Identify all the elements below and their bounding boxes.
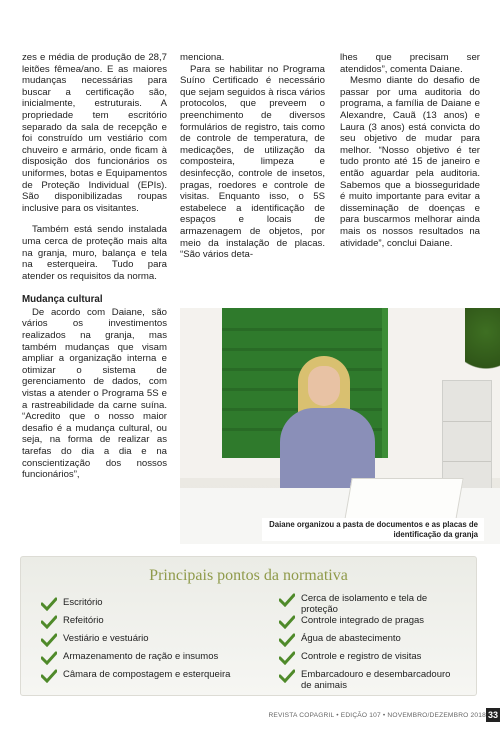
paragraph: Também está sendo instalada uma cerca de proteção mais alta na granja, muro, balança e tela na esterqueira. Tudo para atender os requisitos da norma.	[22, 224, 167, 282]
article-column-3	[340, 52, 480, 249]
check-icon	[279, 615, 295, 629]
check-icon	[41, 597, 57, 611]
photo-caption: Daiane organizou a pasta de documentos e as placas de identificação da granja	[262, 518, 484, 541]
section-heading: Mudança cultural	[22, 294, 103, 306]
check-icon	[41, 615, 57, 629]
article-column-1	[22, 52, 167, 481]
paragraph: Mesmo diante do desafio de passar por uma auditoria do programa, a família de Daiane e Alexandre, Cauã (13 anos) e Laura (3 anos) está convicta do seu objetivo de mudar para melhor. “Nosso objetivo é ter tudo pronto até 15 de janeiro e então aguardar pela auditoria. Sabemos que a biosseguridade é muito importante para evitar a disseminação de doenças e para buscarmos melhorar ainda mais os nossos resultados na atividade”, conclui Daiane.	[340, 75, 480, 249]
photo-plant	[465, 308, 500, 388]
check-icon	[279, 669, 295, 683]
paragraph: Para se habilitar no Programa Suíno Certificado é necessário que sejam seguidos à risca vários protocolos, que preveem o preenchimento de diversos formulários de registro, tais como de controle de temperatura, de medicações, de utilização da composteira, limpeza e desinfecção, controle de insetos, pragas, roedores e controle de visitas. Enquanto isso, o 5S estabelece a identificação de espaços e locais de armazenagem de objetos, por meio da instalação de placas. “São vários deta-	[180, 63, 325, 261]
normativa-title: Principais pontos da normativa	[149, 567, 348, 584]
photo-person-face	[308, 366, 340, 406]
article-column-2	[180, 52, 325, 261]
paragraph: zes e média de produção de 28,7 leitões fêmea/ano. E as maiores mudanças necessárias para buscar a certificação são, inicialmente, estruturais. A propriedade tem escritório separado da sala de recepção e foi construído um vestiário com chuveiro e armário, onde ficam à disposição dos funcionários os uniformes, botas e Equipamentos de Proteção Individual (EPIs). São disponibilizadas roupas inclusive para os visitantes.	[22, 52, 167, 214]
check-icon	[279, 633, 295, 647]
check-icon	[41, 651, 57, 665]
article-photo	[180, 308, 500, 544]
photo-documents	[344, 478, 463, 520]
check-icon	[41, 633, 57, 647]
check-icon	[279, 651, 295, 665]
check-icon	[279, 593, 295, 607]
normativa-box: Principais pontos da normativa Escritório Refeitório Vestiário e vestuário Armazenamento de ração e insumos Câmara de compostagem e esterqueira Cerca de isolamento e tela de proteção Controle integrado de pragas Água de abastecimento Controle e registro de visitas Embarcadouro e desembarcadouro de animais	[20, 556, 477, 696]
paragraph: lhes que precisam ser atendidos”, comenta Daiane.	[340, 52, 480, 75]
page-footer: REVISTA COPAGRIL • EDIÇÃO 107 • NOVEMBRO/DEZEMBRO 2018	[268, 712, 486, 719]
check-icon	[41, 669, 57, 683]
page-number: 33	[487, 710, 498, 720]
paragraph: menciona.	[180, 52, 225, 63]
paragraph: De acordo com Daiane, são vários os investimentos realizados na granja, mas também mudanças que visam ampliar a organização interna e otimizar o sistema de gerenciamento de dados, com vistas a atender o Programa 5S e a rastreabilidade da carne suína. “Acredito que o nosso maior desafio é a mudança cultural, ou seja, na forma de realizar as tarefas do dia a dia e na conscientização dos nossos funcionários”,	[22, 306, 167, 481]
